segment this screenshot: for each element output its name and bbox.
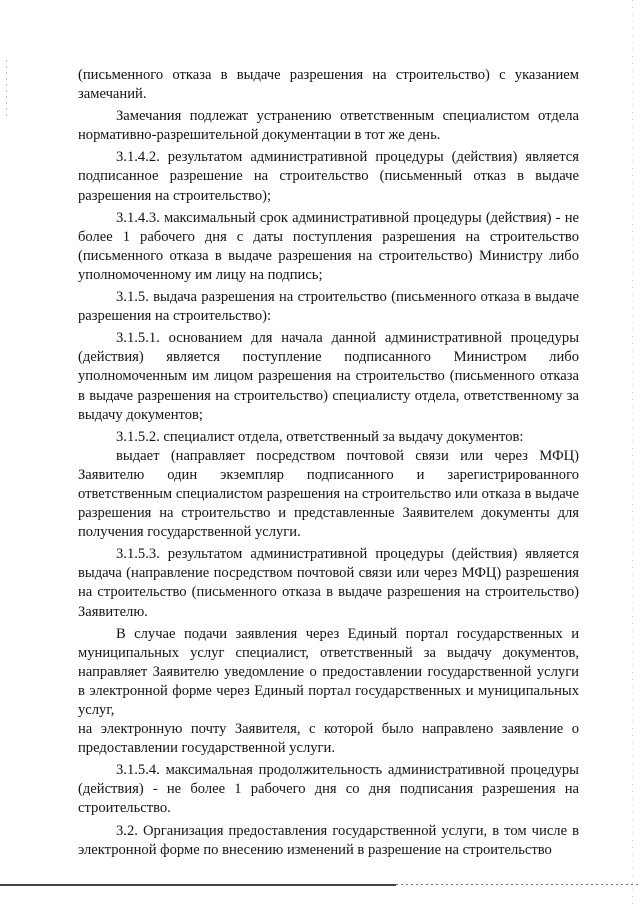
paragraph: выдает (направляет посредством почтовой связи или через МФЦ) Заявителю один экземпляр подписанного и зарегистрированного ответственным специалистом разрешения на строительство или отказа в выдаче разрешения на строительство и представленные Заявителем документы для получения государственной услуги. [78,447,579,541]
paragraph: 3.1.5. выдача разрешения на строительство (письменного отказа в выдаче разрешения на строительство): [78,289,579,325]
paragraph: 3.1.5.2. специалист отдела, ответственный за выдачу документов: [116,428,524,445]
scan-edge-mark [6,60,7,120]
document-body [78,66,579,860]
paragraph: 3.1.4.3. максимальный срок административной процедуры (действия) - не более 1 рабочего дня с даты поступления разрешения на строительство (письменного отказа в выдаче разрешения на строительство) Министру либо уполномоченному им лицу на подпись; [78,209,579,283]
paragraph: на электронную почту Заявителя, с которой было направлено заявление о предоставлении государственной услуги. [78,721,579,757]
scan-bottom-line [0,884,396,886]
scan-bottom-dotted-line [396,884,640,885]
paragraph: 3.1.5.4. максимальная продолжительность административной процедуры (действия) - не более 1 рабочего дня со дня подписания разрешения на строительство. [78,762,579,817]
paragraph: В случае подачи заявления через Единый портал государственных и муниципальных услуг специалист, ответственный за выдачу документов, направляет Заявителю уведомление о предоставлении государственной услуги в электронной форме через Единый портал государственных и муниципальных услуг, [78,625,579,718]
paragraph: 3.1.5.1. основанием для начала данной административной процедуры (действия) является поступление подписанного Министром либо уполномоченным им лицом разрешения на строительство (письменного отказа в выдаче разрешения на строительство) специалисту отдела, ответственному за выдачу документов; [78,330,579,423]
paragraph: Замечания подлежат устранению ответственным специалистом отдела нормативно-разрешительной документации в тот же день. [78,108,579,144]
paragraph: (письменного отказа в выдаче разрешения на строительство) с указанием замечаний. [78,67,579,103]
scan-edge-mark-right [632,0,633,905]
paragraph: 3.1.4.2. результатом административной процедуры (действия) является подписанное разрешение на строительство (письменный отказ в выдаче разрешения на строительство); [78,149,579,204]
paragraph: 3.1.5.3. результатом административной процедуры (действия) является выдача (направление посредством почтовой связи или через МФЦ) разрешения на строительство (письменного отказа в выдаче разрешения на строительство) Заявителю. [78,546,579,620]
paragraph: 3.2. Организация предоставления государственной услуги, в том числе в электронной форме по внесению изменений в разрешение на строительство [78,822,579,858]
